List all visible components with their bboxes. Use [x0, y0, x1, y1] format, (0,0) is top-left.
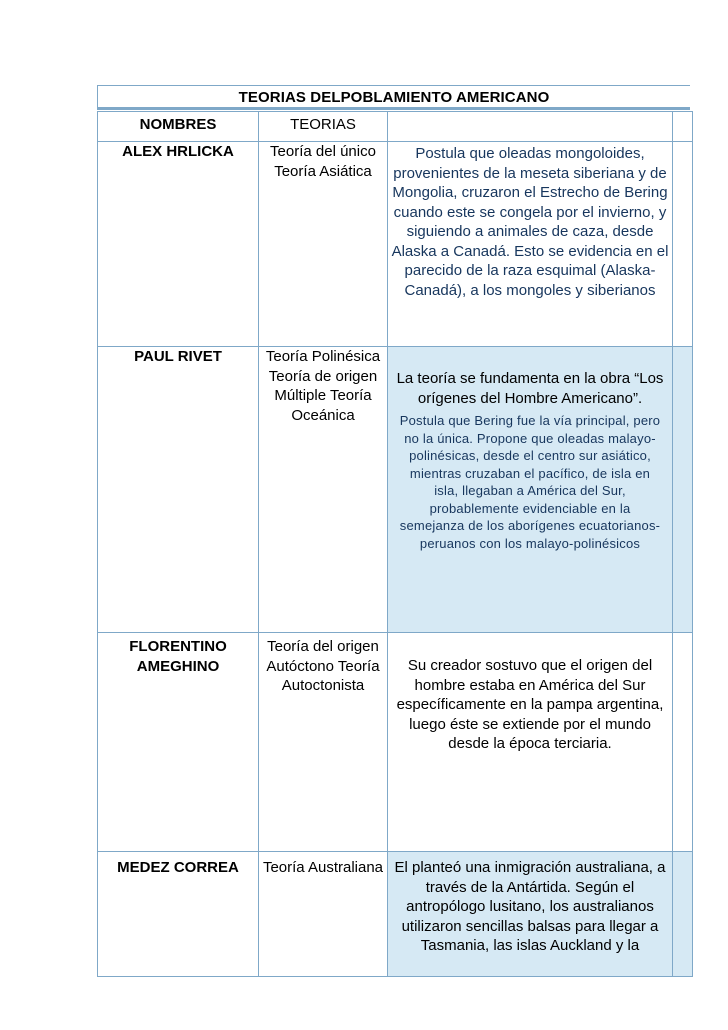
table-row — [98, 633, 693, 852]
row-theory: Teoría Australiana — [259, 852, 388, 977]
row-extra — [673, 633, 693, 852]
table-row — [98, 852, 693, 977]
row-description: El planteó una inmigración australiana, a través de la Antártida. Según el antropólogo lusitano, los australianos utilizaron sencillas balsas para llegar a Tasmania, las islas Auckland y la — [388, 852, 673, 977]
table-header-row — [98, 112, 693, 142]
row-extra — [673, 347, 693, 633]
table-row — [98, 142, 693, 347]
row-theory: Teoría del único Teoría Asiática — [259, 142, 388, 347]
theories-table — [97, 111, 693, 977]
header-names: NOMBRES — [98, 112, 259, 142]
table-row — [98, 347, 693, 633]
row-theory: Teoría Polinésica Teoría de origen Múltiple Teoría Oceánica — [259, 347, 388, 633]
description-detail: Postula que Bering fue la vía principal, pero no la única. Propone que oleadas malayo-polinésicas, desde el centro sur asiático, mientras cruzaban el pacífico, de isla en isla, llegaban a América del Sur, probablemente evidenciable en la semejanza de los aborígenes ecuatorianos-peruanos con los malayo-polinésicos — [399, 413, 661, 551]
row-description — [388, 347, 673, 633]
header-theories: TEORIAS — [259, 112, 388, 142]
row-description: Postula que oleadas mongoloides, provenientes de la meseta siberiana y de Mongolia, cruzaron el Estrecho de Bering cuando este se congela por el invierno, y siguiendo a animales de caza, desde Alaska a Canadá. Esto se evidencia en el parecido de la raza esquimal (Alaska-Canadá), a los mongoles y siberianos — [388, 142, 673, 347]
row-name: ALEX HRLICKA — [98, 142, 259, 347]
row-name: PAUL RIVET — [98, 347, 259, 633]
row-description: Su creador sostuvo que el origen del hombre estaba en América del Sur específicamente en la pampa argentina, luego éste se extiende por el mundo desde la época terciaria. — [388, 633, 673, 852]
header-extra — [673, 112, 693, 142]
row-extra — [673, 852, 693, 977]
description-main: La teoría se fundamenta en la obra “Los orígenes del Hombre Americano”. — [396, 370, 664, 407]
table-title-row — [97, 85, 690, 110]
row-name: FLORENTINO AMEGHINO — [98, 633, 259, 852]
header-empty — [388, 112, 673, 142]
row-theory: Teoría del origen Autóctono Teoría Autoctonista — [259, 633, 388, 852]
table-title: TEORIAS DELPOBLAMIENTO AMERICANO — [238, 89, 550, 106]
row-name: MEDEZ CORREA — [98, 852, 259, 977]
row-extra — [673, 142, 693, 347]
